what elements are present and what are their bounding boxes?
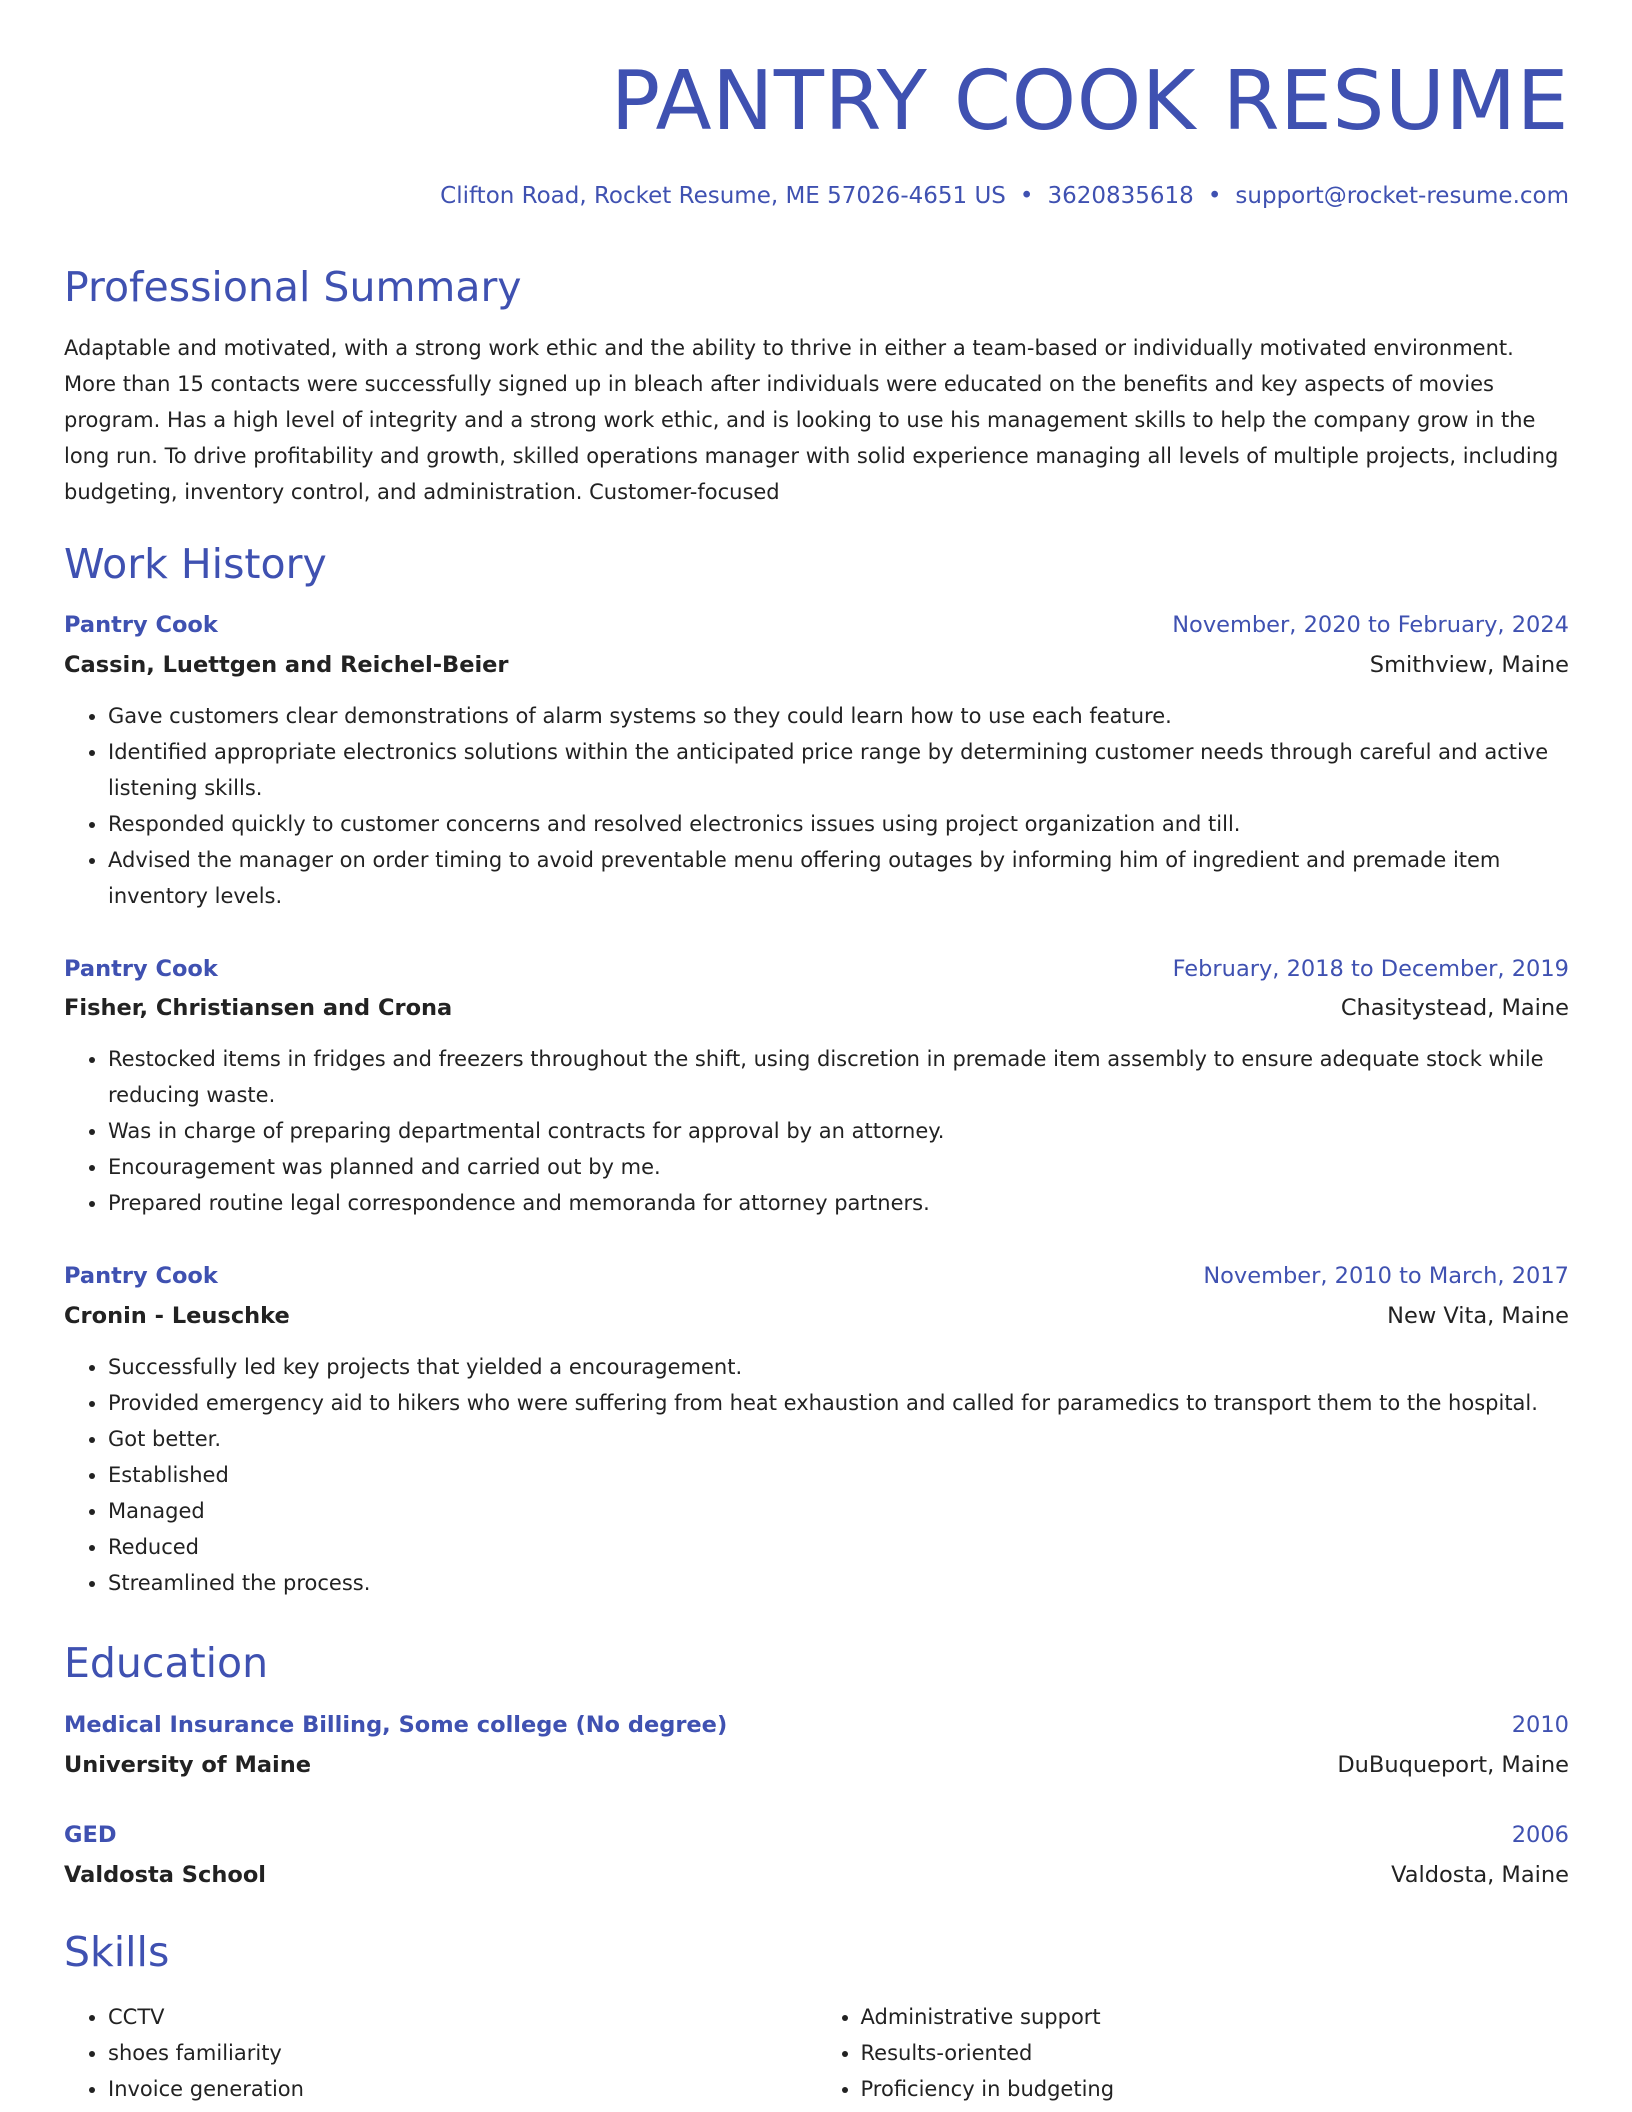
job-location: New Vita, Maine	[1387, 1303, 1569, 1329]
education-section	[64, 1636, 1569, 1690]
list-item: • Identified appropriate electronics solutions within the anticipated price range by determining customer needs through careful and active listening skills.	[108, 734, 1569, 806]
list-item: • Streamlined the process.	[108, 1565, 1569, 1601]
job-bullets	[64, 698, 1569, 914]
job-location: Smithview, Maine	[1369, 652, 1569, 678]
section-title-summary: Professional Summary	[64, 263, 522, 311]
education-year: 2010	[1511, 1712, 1569, 1738]
skill-item: • Invoice generation	[108, 2071, 817, 2107]
list-item: • Encouragement was planned and carried out by me.	[108, 1149, 1569, 1185]
skill-item: • Administrative support	[861, 1999, 1570, 2035]
education-entry	[64, 1820, 1569, 1890]
job-dates: November, 2020 to February, 2024	[1172, 612, 1569, 638]
skill-item: • CCTV	[108, 1999, 817, 2035]
skill-item: • Proficiency in budgeting	[861, 2071, 1570, 2107]
summary-section	[64, 260, 1569, 314]
job-bullets	[64, 1041, 1569, 1221]
separator: •	[1207, 183, 1222, 209]
job-company: Cassin, Luettgen and Reichel-Beier	[64, 652, 509, 678]
skills-column-right	[817, 1999, 1570, 2107]
education-year: 2006	[1511, 1822, 1569, 1848]
job-bullets	[64, 1349, 1569, 1601]
list-item: • Responded quickly to customer concerns and resolved electronics issues using project organization and till.	[108, 806, 1569, 842]
email-link[interactable]: support@rocket-resume.com	[1235, 183, 1569, 209]
page-title: PANTRY COOK RESUME	[610, 54, 1569, 149]
job-dates: November, 2010 to March, 2017	[1203, 1263, 1569, 1289]
education-entry	[64, 1710, 1569, 1780]
skills-section	[64, 1925, 1569, 1979]
list-item: • Prepared routine legal correspondence and memoranda for attorney partners.	[108, 1185, 1569, 1221]
education-location: DuBuqueport, Maine	[1337, 1752, 1569, 1778]
list-item: • Established	[108, 1457, 1569, 1493]
list-item: • Provided emergency aid to hikers who were suffering from heat exhaustion and called for paramedics to transport them to the hospital.	[108, 1385, 1569, 1421]
phone-text: 3620835618	[1047, 183, 1194, 209]
address-text: Clifton Road, Rocket Resume, ME 57026-4651 US	[440, 183, 1006, 209]
list-item: • Managed	[108, 1493, 1569, 1529]
job-company: Cronin - Leuschke	[64, 1303, 290, 1329]
education-school: Valdosta School	[64, 1862, 266, 1888]
job-entry	[64, 610, 1569, 914]
education-degree: GED	[64, 1822, 117, 1848]
list-item: • Restocked items in fridges and freezers throughout the shift, using discretion in premade item assembly to ensure adequate stock while reducing waste.	[108, 1041, 1569, 1113]
job-position: Pantry Cook	[64, 956, 218, 982]
skills-list	[64, 1999, 1569, 2107]
job-dates: February, 2018 to December, 2019	[1172, 956, 1569, 982]
separator: •	[1019, 183, 1034, 209]
list-item: • Was in charge of preparing departmental contracts for approval by an attorney.	[108, 1113, 1569, 1149]
skill-item: • Results-oriented	[861, 2035, 1570, 2071]
education-school: University of Maine	[64, 1752, 312, 1778]
education-degree: Medical Insurance Billing, Some college (No degree)	[64, 1712, 728, 1738]
list-item: • Gave customers clear demonstrations of alarm systems so they could learn how to use each feature.	[108, 698, 1569, 734]
skills-column-left	[64, 1999, 817, 2107]
job-location: Chasitystead, Maine	[1340, 995, 1569, 1021]
job-entry	[64, 954, 1569, 1221]
list-item: • Advised the manager on order timing to avoid preventable menu offering outages by informing him of ingredient and premade item inventory levels.	[108, 842, 1569, 914]
list-item: • Got better.	[108, 1421, 1569, 1457]
education-location: Valdosta, Maine	[1391, 1862, 1569, 1888]
list-item: • Successfully led key projects that yielded a encouragement.	[108, 1349, 1569, 1385]
section-title-work: Work History	[64, 540, 327, 588]
work-section	[64, 537, 1569, 591]
job-position: Pantry Cook	[64, 612, 218, 638]
skill-item: • shoes familiarity	[108, 2035, 817, 2071]
section-title-skills: Skills	[64, 1928, 170, 1976]
list-item: • Reduced	[108, 1529, 1569, 1565]
summary-text: Adaptable and motivated, with a strong work ethic and the ability to thrive in either a team-based or individually motivated environment. More than 15 contacts were successfully signed up in bleach after individuals were educated on the benefits and key aspects of movies program. Has a high level of integrity and a strong work ethic, and is looking to use his management skills to help the company grow in the long run. To drive profitability and growth, skilled operations manager with solid experience managing all levels of multiple projects, including budgeting, inventory control, and administration. Customer-focused	[64, 336, 1559, 504]
job-position: Pantry Cook	[64, 1263, 218, 1289]
summary-body	[64, 330, 1569, 510]
contact-line	[440, 180, 1569, 212]
section-title-education: Education	[64, 1639, 269, 1687]
job-company: Fisher, Christiansen and Crona	[64, 995, 453, 1021]
job-entry	[64, 1261, 1569, 1601]
